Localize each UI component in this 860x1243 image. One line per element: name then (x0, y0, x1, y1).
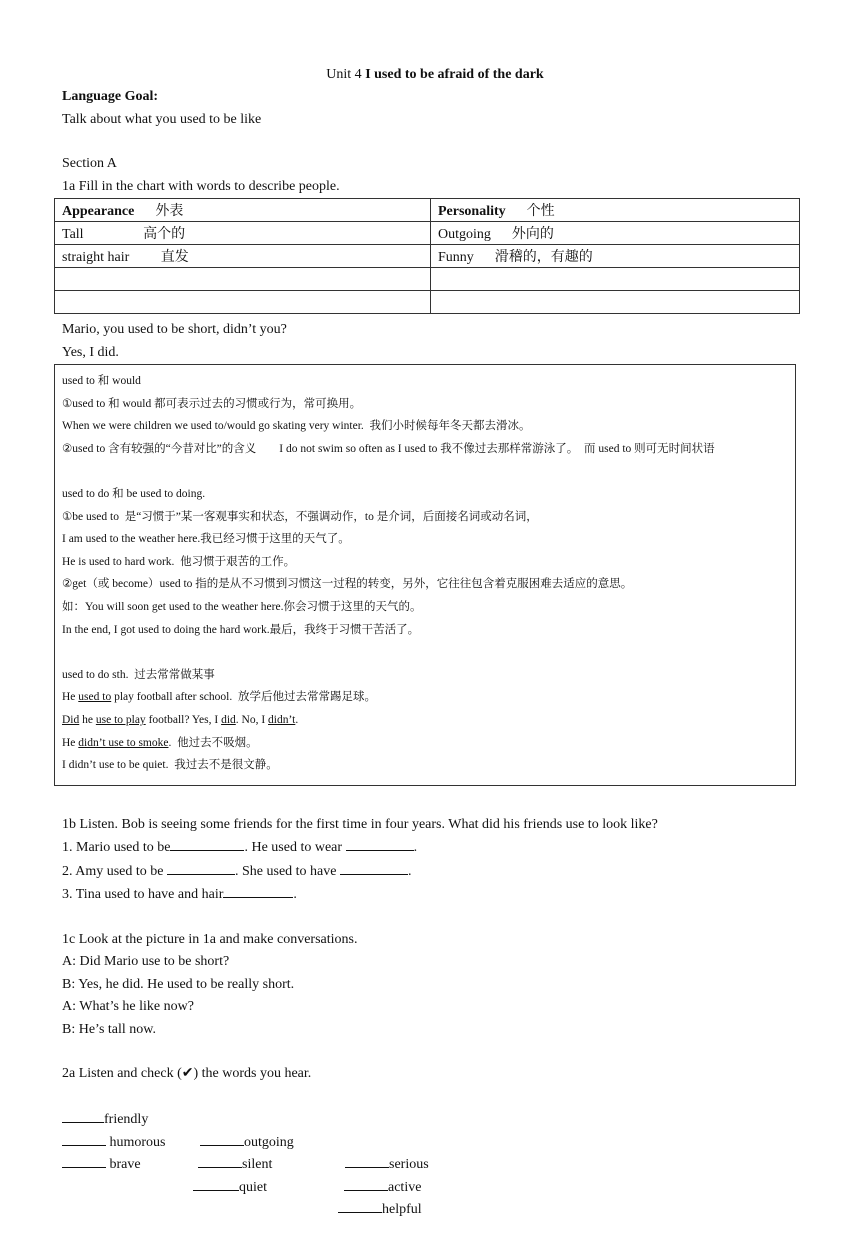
note-blank-line (62, 460, 795, 483)
answer-blank[interactable] (167, 860, 235, 875)
conversation-line: A: Did Mario use to be short? (62, 954, 230, 970)
word-check-row: friendly outgoing serious (62, 1086, 808, 1109)
chart-empty-row (55, 268, 800, 291)
exercise-1b-item: 2. Amy used to be . She used to have . (62, 860, 808, 884)
chart-cell: Funny 滑稽的，有趣的 (431, 245, 800, 268)
note-line: I am used to the weather here.我已经习惯于这里的天气了。 (62, 533, 350, 546)
chart-cell (55, 291, 431, 314)
conversation-line: A: What’s he like now? (62, 999, 194, 1015)
chart-cell (431, 291, 800, 314)
note-line: He didn’t use to smoke. 他过去不吸烟。 (62, 736, 258, 749)
note-line: Did he use to play football? Yes, I did. No, I didn’t. (62, 713, 299, 726)
exercise-1b-item: 3. Tina used to have and hair . (62, 883, 808, 907)
word-check-row: humorous silent active (62, 1108, 808, 1131)
describe-people-chart (54, 198, 800, 314)
answer-blank[interactable] (170, 836, 244, 851)
note-line: used to do 和 be used to doing. (62, 487, 206, 500)
check-blank[interactable] (345, 1153, 389, 1168)
note-blank-line (62, 641, 795, 664)
language-goal-heading: Language Goal: (62, 89, 159, 104)
note-line: When we were children we used to/would go skating very winter. 我们小时候每年冬天都去滑冰。 (62, 420, 531, 433)
note-line: ②get（或 become）used to 指的是从不习惯到习惯这一过程的转变，另外，它往往包含着克服困难去适应的意思。 (62, 578, 633, 591)
note-line: ②used to 含有较强的“今昔对比”的含义 I do not swim so often as I used to 我不像过去那样常游泳了。 而 used to 则可无时间状语 (62, 442, 715, 455)
chart-empty-row (55, 291, 800, 314)
exercise-2a-instruction: 2a Listen and check (✔) the words you hear. (62, 1066, 312, 1082)
exercise-1a-instruction: 1a Fill in the chart with words to describe people. (62, 178, 340, 194)
chart-row (55, 222, 800, 245)
note-line: I didn’t use to be quiet. 我过去不是很文静。 (62, 759, 278, 772)
exercise-1b-item: 1. Mario used to be . He used to wear . (62, 836, 808, 860)
note-line: ①used to 和 would 都可表示过去的习惯或行为，常可换用。 (62, 397, 362, 410)
answer-blank[interactable] (346, 836, 414, 851)
word-check-row: brave quiet helpful (62, 1131, 808, 1154)
chart-cell (55, 268, 431, 291)
note-line: He is used to hard work. 他习惯于艰苦的工作。 (62, 555, 296, 568)
check-blank[interactable] (193, 1176, 239, 1191)
check-blank[interactable] (344, 1176, 388, 1191)
answer-blank[interactable] (223, 883, 293, 898)
chart-header-row (55, 199, 800, 222)
language-goal-text: Talk about what you used to be like (62, 111, 262, 127)
worksheet-page (62, 64, 808, 1218)
chart-row (55, 245, 800, 268)
note-line: He used to play football after school. 放学后他过去常常踢足球。 (62, 691, 376, 704)
dialog-answer: Yes, I did. (62, 344, 119, 360)
dialog-question: Mario, you used to be short, didn’t you? (62, 322, 287, 337)
conversation-line: B: Yes, he did. He used to be really short. (62, 976, 295, 992)
note-line: In the end, I got used to doing the hard work.最后，我终于习惯干苦活了。 (62, 623, 420, 636)
chart-cell (431, 268, 800, 291)
check-blank[interactable] (198, 1153, 242, 1168)
chart-header-personality: Personality 个性 (431, 199, 800, 222)
check-mark-icon: ✔ (181, 1066, 194, 1082)
note-line: used to do sth. 过去常常做某事 (62, 668, 215, 681)
check-blank[interactable] (62, 1153, 106, 1168)
chart-cell: Tall 高个的 (55, 222, 431, 245)
exercise-1c-instruction: 1c Look at the picture in 1a and make conversations. (62, 931, 358, 947)
note-line: used to 和 would (62, 375, 141, 387)
conversation-line: B: He’s tall now. (62, 1021, 156, 1037)
note-line: 如：You will soon get used to the weather here.你会习惯于这里的天气的。 (62, 600, 422, 613)
exercise-1b-instruction: 1b Listen. Bob is seeing some friends for the first time in four years. What did his friends use to look like? (62, 816, 658, 832)
chart-header-appearance: Appearance 外表 (55, 199, 431, 222)
grammar-notes-box (54, 364, 796, 786)
chart-cell: straight hair 直发 (55, 245, 431, 268)
check-blank[interactable] (338, 1198, 382, 1213)
note-line: ①be used to 是“习惯于”某一客观事实和状态，不强调动作，to 是介词，后面接名词或动名词， (62, 510, 538, 523)
answer-blank[interactable] (340, 860, 408, 875)
page-title: Unit 4 I used to be afraid of the dark (326, 67, 544, 82)
chart-cell: Outgoing 外向的 (431, 222, 800, 245)
section-heading: Section A (62, 156, 117, 171)
